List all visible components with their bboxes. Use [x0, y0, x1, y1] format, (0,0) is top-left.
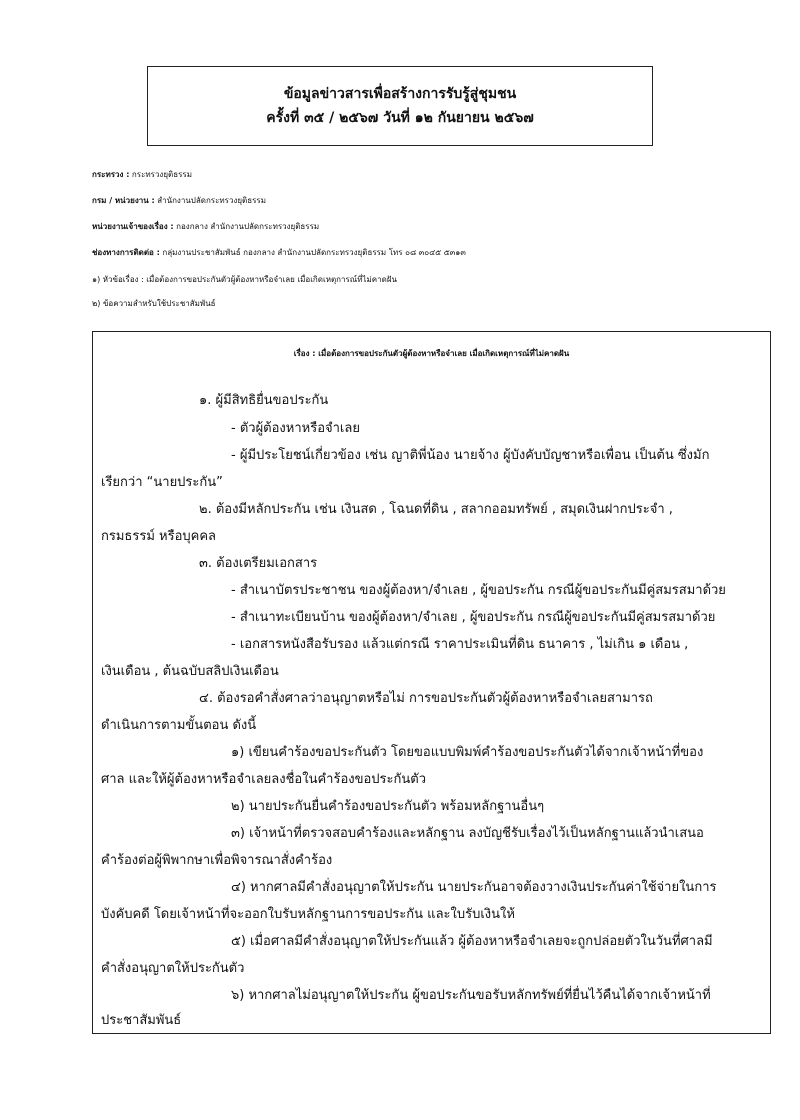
meta-owner: [92, 214, 772, 240]
content-line: - ตัวผู้ต้องหาหรือจำเลย: [231, 421, 360, 436]
content-line: ๑) เขียนคำร้องขอประกันตัว โดยขอแบบพิมพ์คำร้องขอประกันตัวได้จากเจ้าหน้าที่ของ: [231, 745, 704, 760]
topic-item-2: ๒) ข้อความสำหรับใช้ประชาสัมพันธ์: [92, 299, 216, 308]
content-line: ๖) หากศาลไม่อนุญาตให้ประกัน ผู้ขอประกันขอรับหลักทรัพย์ที่ยื่นไว้คืนได้จากเจ้าหน้าที่: [231, 988, 711, 1003]
meta-owner-value: กองกลาง สำนักงานปลัดกระทรวงยุติธรรม: [173, 222, 320, 231]
content-line: ๔. ต้องรอคำสั่งศาลว่าอนุญาตหรือไม่ การขอประกันตัวผู้ต้องหาหรือจำเลยสามารถ: [199, 691, 653, 706]
content-line: ศาล และให้ผู้ต้องหาหรือจำเลยลงชื่อในคำร้องขอประกันตัว: [101, 772, 427, 787]
meta-ministry-label: กระทรวง :: [92, 170, 130, 179]
content-line: คำสั่งอนุญาตให้ประกันตัว: [101, 961, 245, 976]
content-line: บังคับคดี โดยเจ้าหน้าที่จะออกใบรับหลักฐานการขอประกัน และใบรับเงินให้: [101, 907, 515, 922]
content-line: เรียกว่า “นายประกัน”: [101, 475, 223, 490]
content-line: - เอกสารหนังสือรับรอง แล้วแต่กรณี ราคาประเมินที่ดิน ธนาคาร , ไม่เกิน ๑ เดือน ,: [231, 637, 689, 652]
content-line: ๕) เมื่อศาลมีคำสั่งอนุญาตให้ประกันแล้ว ผู้ต้องหาหรือจำเลยจะถูกปล่อยตัวในวันที่ศาลมี: [231, 934, 713, 949]
content-line: ๒. ต้องมีหลักประกัน เช่น เงินสด , โฉนดที่ดิน , สลากออมทรัพย์ , สมุดเงินฝากประจำ ,: [199, 502, 673, 517]
header-box: [147, 66, 653, 146]
meta-contact-label: ช่องทางการติดต่อ :: [92, 248, 160, 257]
content-line: กรมธรรม์ หรือบุคคล: [101, 529, 216, 544]
content-line: เงินเดือน , ต้นฉบับสลิปเงินเดือน: [101, 664, 279, 679]
meta-owner-label: หน่วยงานเจ้าของเรื่อง :: [92, 222, 174, 231]
content-line: - ผู้มีประโยชน์เกี่ยวข้อง เช่น ญาติพี่น้อง นายจ้าง ผู้บังคับบัญชาหรือเพื่อน เป็นต้น ซึ่งมัก: [231, 448, 710, 463]
meta-ministry: [92, 162, 772, 188]
content-line: ๑. ผู้มีสิทธิยื่นขอประกัน: [199, 393, 329, 408]
topic-item-1: ๑) หัวข้อเรื่อง : เมื่อต้องการขอประกันตัวผู้ต้องหาหรือจำเลย เมื่อเกิดเหตุการณ์ที่ไม่คาดฝัน: [92, 275, 397, 284]
content-line: ๒) นายประกันยื่นคำร้องขอประกันตัว พร้อมหลักฐานอื่นๆ: [231, 799, 545, 814]
content-line: ๓) เจ้าหน้าที่ตรวจสอบคำร้องและหลักฐาน ลงบัญชีรับเรื่องไว้เป็นหลักฐานแล้วนำเสนอ: [231, 826, 704, 841]
header-title: ข้อมูลข่าวสารเพื่อสร้างการรับรู้สู่ชุมชน: [283, 86, 517, 102]
content-box: [92, 331, 771, 1034]
topic-section: [92, 268, 772, 316]
meta-department-value: สำนักงานปลัดกระทรวงยุติธรรม: [154, 196, 266, 205]
header-issue-date: ครั้งที่ ๓๕ / ๒๕๖๗ วันที่ ๑๒ กันยายน ๒๕๖๗: [266, 110, 534, 126]
meta-section: [92, 162, 772, 266]
content-title: เรื่อง : เมื่อต้องการขอประกันตัวผู้ต้องหาหรือจำเลย เมื่อเกิดเหตุการณ์ที่ไม่คาดฝัน: [293, 349, 570, 358]
content-line: ๓. ต้องเตรียมเอกสาร: [199, 556, 318, 571]
content-line: ๔) หากศาลมีคำสั่งอนุญาตให้ประกัน นายประกันอาจต้องวางเงินประกันค่าใช้จ่ายในการ: [231, 880, 717, 895]
meta-department: [92, 188, 772, 214]
meta-department-label: กรม / หน่วยงาน :: [92, 196, 155, 205]
content-line: - สำเนาบัตรประชาชน ของผู้ต้องหา/จำเลย , ผู้ขอประกัน กรณีผู้ขอประกันมีคู่สมรสมาด้วย: [231, 583, 726, 598]
meta-ministry-value: กระทรวงยุติธรรม: [129, 170, 192, 179]
content-line: คำร้องต่อผู้พิพากษาเพื่อพิจารณาสั่งคำร้อง: [101, 853, 333, 868]
meta-contact-value: กลุ่มงานประชาสัมพันธ์ กองกลาง สำนักงานปลัดกระทรวงยุติธรรม โทร ๐๘ ๓๐๔๕ ๕๓๑๓: [159, 248, 466, 257]
meta-contact: [92, 240, 772, 266]
content-line: ประชาสัมพันธ์: [101, 1013, 182, 1028]
content-line: - สำเนาทะเบียนบ้าน ของผู้ต้องหา/จำเลย , ผู้ขอประกัน กรณีผู้ขอประกันมีคู่สมรสมาด้วย: [231, 610, 716, 625]
content-line: ดำเนินการตามขั้นตอน ดังนี้: [101, 718, 257, 733]
